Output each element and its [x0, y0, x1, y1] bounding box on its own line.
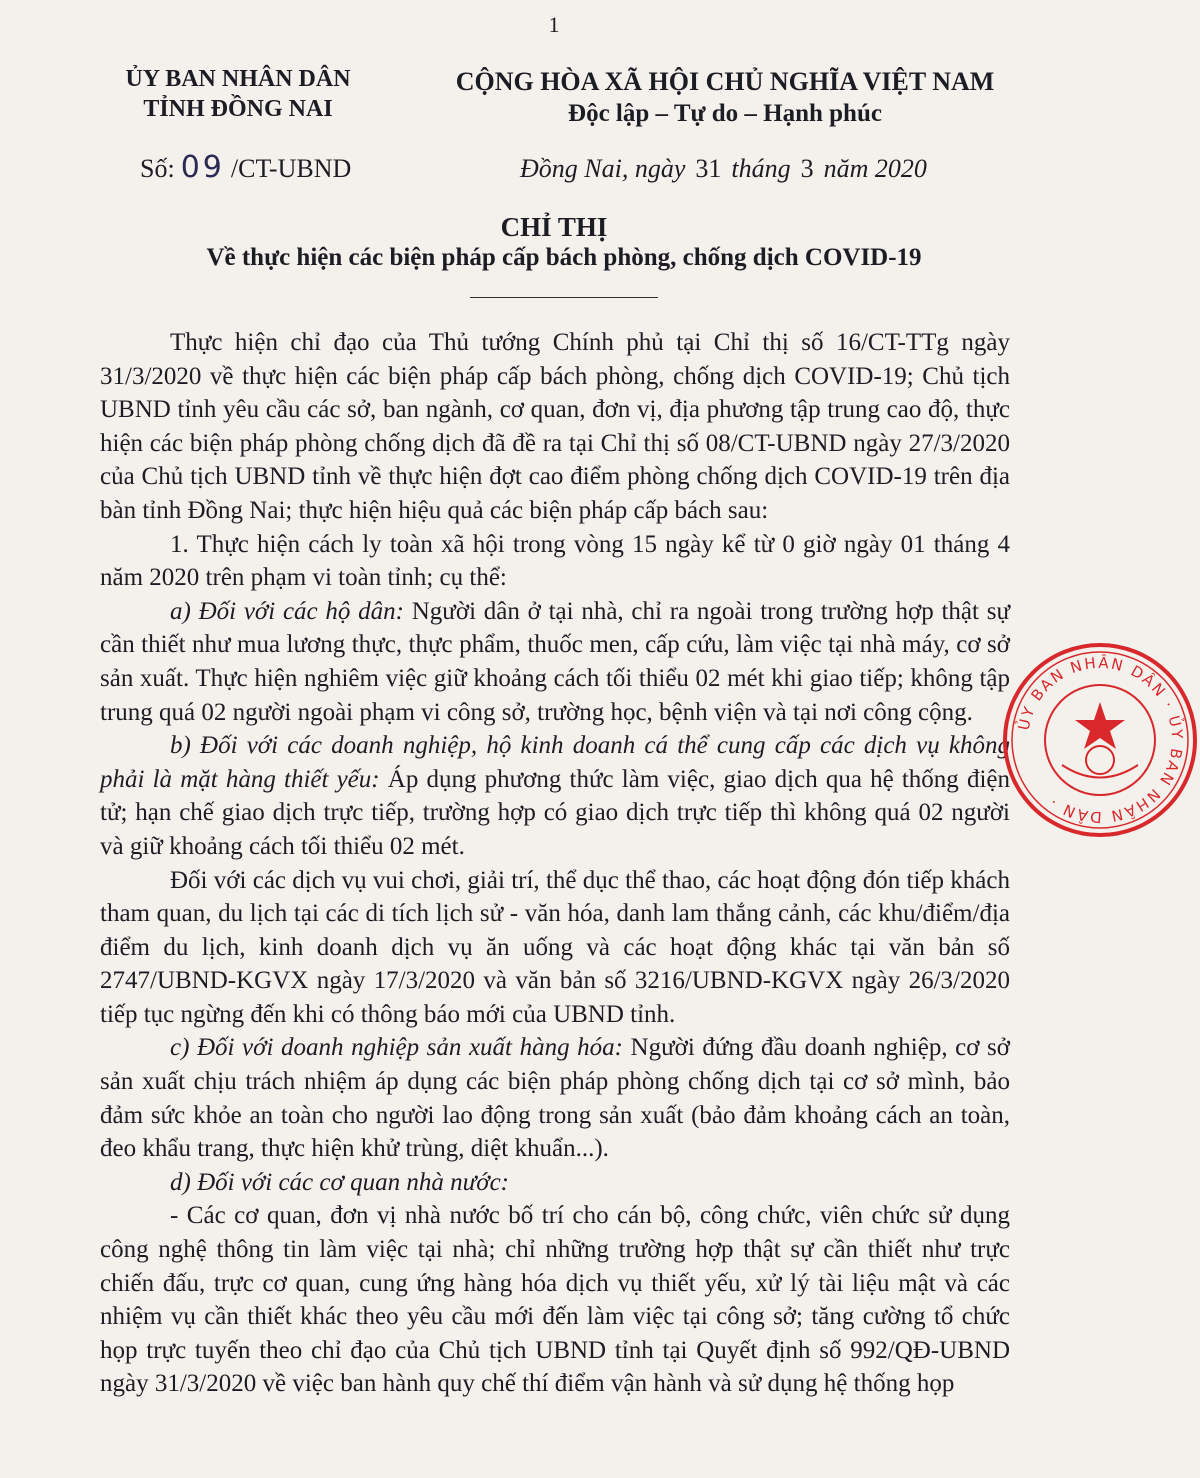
item-1a-label: a) Đối với các hộ dân:: [170, 597, 404, 625]
paragraph-state-agencies: - Các cơ quan, đơn vị nhà nước bố trí cho cán bộ, công chức, viên chức sử dụng công nghệ thông tin làm việc tại nhà; chỉ những trường hợp thật sự cần thiết như trực chiến đấu, trực cơ quan, cung ứng hàng hóa dịch vụ thiết yếu, xử lý tài liệu mật và các nhiệm vụ cần thiết khác theo yêu cầu mới đến làm việc tại công sở; tăng cường tổ chức họp trực tuyến theo chỉ đạo của Chủ tịch UBND tỉnh tại Quyết định số 992/QĐ-UBND ngày 31/3/2020 về việc ban hành quy chế thí điểm vận hành và sử dụng hệ thống họp: [100, 1202, 1010, 1398]
item-1b-label: b) Đối với các doanh nghiệp, hộ kinh doanh cá thể cung cấp các dịch vụ không phải là mặt hàng thiết yếu:: [100, 732, 1010, 793]
document-subtitle: Về thực hiện các biện pháp cấp bách phòng, chống dịch COVID-19: [206, 244, 922, 271]
item-1a-text: Người dân ở tại nhà, chỉ ra ngoài trong trường hợp thật sự cần thiết như mua lương thực, thực phẩm, thuốc men, cấp cứu, làm việc tại nhà máy, cơ sở sản xuất. Thực hiện nghiêm việc giữ khoảng cách tối thiểu 02 mét khi giao tiếp; không tập trung quá 02 người ngoài phạm vi công sở, trường học, bệnh viện và tại nơi công cộng.: [100, 597, 1010, 726]
agency-line-1: ỦY BAN NHÂN DÂN: [125, 66, 351, 92]
agency-line-2: TỈNH ĐỒNG NAI: [143, 96, 333, 122]
paragraph-services: Đối với các dịch vụ vui chơi, giải trí, thể dục thể thao, các hoạt động đón tiếp khách tham quan, du lịch tại các di tích lịch sử - văn hóa, danh lam thắng cảnh, các khu/điểm/địa điểm du lịch, kinh doanh dịch vụ ăn uống và các hoạt động khác tại văn bản số 2747/UBND-KGVX ngày 17/3/2020 và văn bản số 3216/UBND-KGVX ngày 26/3/2020 tiếp tục ngừng đến khi có thông báo mới của UBND tỉnh.: [100, 866, 1010, 1028]
title-divider: [470, 297, 658, 298]
item-1b-text: Áp dụng phương thức làm việc, giao dịch qua hệ thống điện tử; hạn chế giao dịch trực tiếp, trường hợp có giao dịch trực tiếp thì không quá 02 người và giữ khoảng cách tối thiểu 02 mét.: [100, 765, 1010, 860]
paragraph-item-1d: [100, 1166, 1010, 1200]
nation-line-1: CỘNG HÒA XÃ HỘI CHỦ NGHĨA VIỆT NAM: [455, 67, 995, 96]
date-month: 3: [800, 154, 814, 183]
item-1c-text: Người đứng đầu doanh nghiệp, cơ sở sản xuất chịu trách nhiệm áp dụng các biện pháp phòng chống dịch tại cơ sở mình, bảo đảm sức khỏe an toàn cho người lao động trong sản xuất (bảo đảm khoảng cách an toàn, đeo khẩu trang, thực hiện khử trùng, diệt khuẩn...).: [100, 1034, 1010, 1163]
date-month-label: tháng: [731, 154, 791, 183]
item-1c-label: c) Đối với doanh nghiệp sản xuất hàng hóa:: [170, 1034, 623, 1062]
doc-number-prefix: Số:: [140, 154, 175, 183]
paragraph-item-1c: [100, 1031, 1010, 1165]
svg-text:ỦY BAN NHÂN DÂN · ỦY BAN NHÂN: ỦY BAN NHÂN DÂN · ỦY BAN NHÂN DÂN ·: [1014, 653, 1187, 827]
document-number: [140, 150, 351, 185]
issuing-agency: [88, 64, 388, 124]
paragraph-item-1b: [100, 729, 1010, 863]
paragraph-item-1: 1. Thực hiện cách ly toàn xã hội trong vòng 15 ngày kể từ 0 giờ ngày 01 tháng 4 năm 2020 trên phạm vi toàn tỉnh; cụ thể:: [100, 530, 1010, 592]
seal-stamp-icon: [1000, 640, 1200, 840]
date-place: Đồng Nai, ngày: [520, 154, 686, 183]
page-number: 1: [548, 12, 560, 37]
paragraph-intro: Thực hiện chỉ đạo của Thủ tướng Chính phủ tại Chỉ thị số 16/CT-TTg ngày 31/3/2020 về thực hiện các biện pháp cấp bách phòng, chống dịch COVID-19; Chủ tịch UBND tỉnh yêu cầu các sở, ban ngành, cơ quan, đơn vị, địa phương tập trung cao độ, thực hiện các biện pháp phòng chống dịch đã đề ra tại Chỉ thị số 08/CT-UBND ngày 27/3/2020 của Chủ tịch UBND tỉnh về thực hiện đợt cao điểm phòng chống dịch COVID-19 trên địa bàn tỉnh Đồng Nai; thực hiện hiệu quả các biện pháp cấp bách sau:: [100, 329, 1010, 524]
item-1d-label: d) Đối với các cơ quan nhà nước:: [170, 1168, 509, 1196]
doc-number-handwritten: 09: [180, 150, 225, 185]
doc-number-suffix: /CT-UBND: [230, 154, 352, 183]
nation-line-2: Độc lập – Tự do – Hạnh phúc: [568, 100, 882, 127]
national-motto: [430, 66, 1020, 130]
official-seal: [1000, 640, 1187, 840]
paragraph-item-1a: [100, 595, 1010, 729]
issue-date: [520, 154, 927, 184]
document-title: CHỈ THỊ: [500, 212, 608, 242]
date-year: năm 2020: [823, 154, 927, 183]
document-body: [100, 326, 1010, 1401]
date-day: 31: [695, 154, 722, 183]
